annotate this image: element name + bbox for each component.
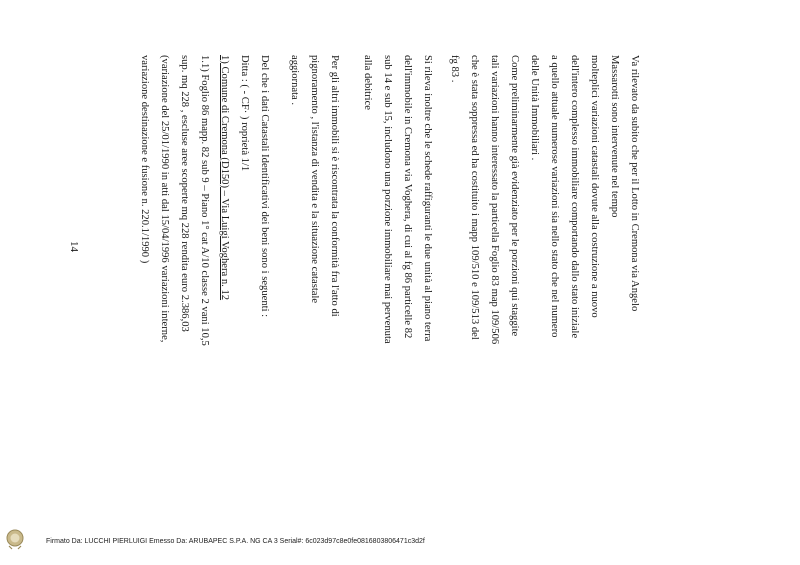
text-line: Per gli altri immobili si è riscontrata la conformità fra l'atto di: [329, 55, 340, 317]
text-line: che è stata soppressa ed ha costituito i mapp 109/510 e 109/513 del: [469, 55, 480, 340]
text-line: Del che i dati Catastali Identificativi dei beni sono i seguenti :: [259, 55, 270, 318]
text-line: fg 83 .: [449, 55, 460, 83]
text-line: aggiornata .: [289, 55, 300, 106]
text-line: Come preliminarmente già evidenziato per le porzioni qui staggite: [509, 55, 520, 337]
text-line: pignoramento , l'istanza di vendita e la situazione catastale: [309, 55, 320, 304]
text-line: variazione destinazione e fusione n. 220.1/1990 ): [139, 55, 150, 264]
text-line: a quello attuale numerose variazioni sia nello stato che nel numero: [549, 55, 560, 338]
digital-signature-footer: Firmato Da: LUCCHI PIERLUIGI Emesso Da: ARUBAPEC S.P.A. NG CA 3 Serial#: 6c023d97c8e0fe0816803806471c3d2f: [46, 538, 425, 545]
text-line: tali variazioni hanno interessato la particella Foglio 83 map 109/506: [489, 55, 500, 345]
text-line: Ditta : ( - CF· ) roprietà 1/1: [239, 55, 250, 172]
section-heading: 1) Comune di Cremona (D150) – Via Luigi Voghera n. 12: [219, 55, 230, 301]
text-line: dell'intero complesso immobiliare comportando dallo stato iniziale: [569, 55, 580, 339]
text-line: delle Unità Immobiliari .: [529, 55, 540, 161]
text-line: Massarotti sono intervenute nel tempo: [609, 55, 620, 218]
page-number: 14: [68, 241, 80, 252]
text-line: sup. mq 228 , escluse aree scoperte mq 228 rendita euro 2.386,03: [179, 55, 190, 332]
text-line: Va rilevato da subito che per il Lotto in Cremona via Angelo: [629, 55, 640, 312]
text-line: Si rileva inoltre che le schede raffiguranti le due unità al piano terra: [422, 55, 433, 342]
text-line: alla debitrice: [362, 55, 373, 110]
text-line: molteplici variazioni catastali dovute alla costruzione a nuovo: [589, 55, 600, 318]
text-line: dell'immobile in Cremona via Voghera, di cui al fg 86 particelle 82: [402, 55, 413, 339]
text-line: 1.1) Foglio 86 mapp. 82 sub 9 – Piano 1° cat A/10 classe 2 vani 10,5: [199, 55, 210, 346]
signature-seal-icon: [3, 526, 43, 550]
text-line: sub 14 e sub 15, includono una porzione immobiliare mai pervenuta: [382, 55, 393, 344]
text-line: (variazione del 25/01/1990 in atti dal 15/04/1996 variazioni interne,: [159, 55, 170, 343]
